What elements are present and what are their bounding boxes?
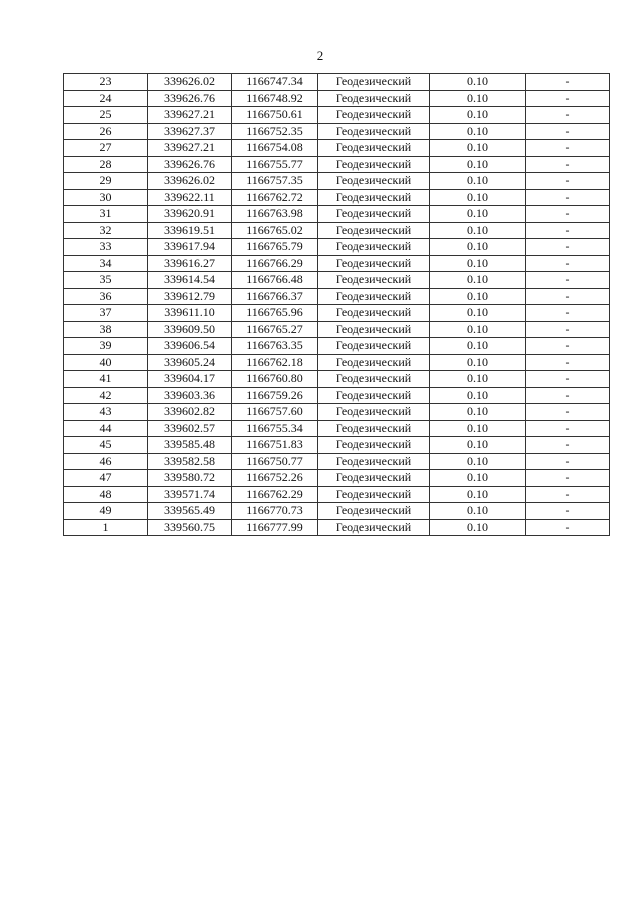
y-coordinate-cell: 1166750.61 [232,107,318,124]
description-cell: - [526,305,610,322]
accuracy-cell: 0.10 [430,123,526,140]
table-row [64,404,610,421]
description-cell: - [526,156,610,173]
point-number-cell: 38 [64,321,148,338]
accuracy-cell: 0.10 [430,437,526,454]
method-cell: Геодезический [318,222,430,239]
accuracy-cell: 0.10 [430,189,526,206]
y-coordinate-cell: 1166762.29 [232,486,318,503]
x-coordinate-cell: 339603.36 [148,387,232,404]
y-coordinate-cell: 1166766.37 [232,288,318,305]
x-coordinate-cell: 339627.21 [148,140,232,157]
description-cell: - [526,519,610,536]
y-coordinate-cell: 1166765.27 [232,321,318,338]
description-cell: - [526,140,610,157]
x-coordinate-cell: 339609.50 [148,321,232,338]
y-coordinate-cell: 1166766.29 [232,255,318,272]
method-cell: Геодезический [318,272,430,289]
description-cell: - [526,239,610,256]
accuracy-cell: 0.10 [430,288,526,305]
method-cell: Геодезический [318,90,430,107]
description-cell: - [526,404,610,421]
accuracy-cell: 0.10 [430,404,526,421]
description-cell: - [526,189,610,206]
accuracy-cell: 0.10 [430,305,526,322]
accuracy-cell: 0.10 [430,420,526,437]
description-cell: - [526,123,610,140]
method-cell: Геодезический [318,519,430,536]
x-coordinate-cell: 339627.37 [148,123,232,140]
x-coordinate-cell: 339617.94 [148,239,232,256]
description-cell: - [526,486,610,503]
description-cell: - [526,371,610,388]
table-row [64,503,610,520]
method-cell: Геодезический [318,140,430,157]
x-coordinate-cell: 339605.24 [148,354,232,371]
y-coordinate-cell: 1166757.35 [232,173,318,190]
table-row [64,90,610,107]
point-number-cell: 32 [64,222,148,239]
x-coordinate-cell: 339622.11 [148,189,232,206]
x-coordinate-cell: 339571.74 [148,486,232,503]
method-cell: Геодезический [318,173,430,190]
table-row [64,437,610,454]
method-cell: Геодезический [318,255,430,272]
y-coordinate-cell: 1166752.35 [232,123,318,140]
coordinates-table-body [64,74,610,536]
description-cell: - [526,470,610,487]
x-coordinate-cell: 339585.48 [148,437,232,454]
table-row [64,173,610,190]
point-number-cell: 24 [64,90,148,107]
table-row [64,371,610,388]
x-coordinate-cell: 339604.17 [148,371,232,388]
x-coordinate-cell: 339626.76 [148,156,232,173]
description-cell: - [526,173,610,190]
accuracy-cell: 0.10 [430,387,526,404]
coordinates-table [63,73,610,536]
method-cell: Геодезический [318,123,430,140]
method-cell: Геодезический [318,404,430,421]
y-coordinate-cell: 1166751.83 [232,437,318,454]
point-number-cell: 33 [64,239,148,256]
point-number-cell: 48 [64,486,148,503]
table-row [64,189,610,206]
table-row [64,140,610,157]
table-row [64,387,610,404]
point-number-cell: 40 [64,354,148,371]
page-number: 2 [316,48,324,63]
table-row [64,156,610,173]
description-cell: - [526,107,610,124]
y-coordinate-cell: 1166754.08 [232,140,318,157]
method-cell: Геодезический [318,486,430,503]
table-row [64,519,610,536]
y-coordinate-cell: 1166755.34 [232,420,318,437]
y-coordinate-cell: 1166763.98 [232,206,318,223]
accuracy-cell: 0.10 [430,321,526,338]
point-number-cell: 43 [64,404,148,421]
accuracy-cell: 0.10 [430,90,526,107]
point-number-cell: 49 [64,503,148,520]
method-cell: Геодезический [318,338,430,355]
x-coordinate-cell: 339626.76 [148,90,232,107]
description-cell: - [526,453,610,470]
point-number-cell: 37 [64,305,148,322]
accuracy-cell: 0.10 [430,156,526,173]
table-row [64,206,610,223]
y-coordinate-cell: 1166766.48 [232,272,318,289]
point-number-cell: 26 [64,123,148,140]
x-coordinate-cell: 339606.54 [148,338,232,355]
table-row [64,272,610,289]
x-coordinate-cell: 339602.57 [148,420,232,437]
point-number-cell: 44 [64,420,148,437]
description-cell: - [526,206,610,223]
point-number-cell: 23 [64,74,148,91]
table-row [64,338,610,355]
table-row [64,453,610,470]
point-number-cell: 31 [64,206,148,223]
accuracy-cell: 0.10 [430,239,526,256]
y-coordinate-cell: 1166765.79 [232,239,318,256]
point-number-cell: 29 [64,173,148,190]
method-cell: Геодезический [318,470,430,487]
accuracy-cell: 0.10 [430,453,526,470]
y-coordinate-cell: 1166752.26 [232,470,318,487]
accuracy-cell: 0.10 [430,354,526,371]
x-coordinate-cell: 339616.27 [148,255,232,272]
accuracy-cell: 0.10 [430,255,526,272]
method-cell: Геодезический [318,305,430,322]
y-coordinate-cell: 1166763.35 [232,338,318,355]
point-number-cell: 36 [64,288,148,305]
y-coordinate-cell: 1166777.99 [232,519,318,536]
table-row [64,305,610,322]
method-cell: Геодезический [318,420,430,437]
description-cell: - [526,288,610,305]
description-cell: - [526,338,610,355]
y-coordinate-cell: 1166762.18 [232,354,318,371]
table-row [64,74,610,91]
method-cell: Геодезический [318,156,430,173]
accuracy-cell: 0.10 [430,371,526,388]
x-coordinate-cell: 339611.10 [148,305,232,322]
method-cell: Геодезический [318,371,430,388]
y-coordinate-cell: 1166750.77 [232,453,318,470]
method-cell: Геодезический [318,387,430,404]
method-cell: Геодезический [318,189,430,206]
accuracy-cell: 0.10 [430,173,526,190]
y-coordinate-cell: 1166748.92 [232,90,318,107]
y-coordinate-cell: 1166747.34 [232,74,318,91]
accuracy-cell: 0.10 [430,486,526,503]
table-row [64,123,610,140]
table-row [64,486,610,503]
point-number-cell: 39 [64,338,148,355]
y-coordinate-cell: 1166770.73 [232,503,318,520]
accuracy-cell: 0.10 [430,503,526,520]
point-number-cell: 30 [64,189,148,206]
accuracy-cell: 0.10 [430,140,526,157]
point-number-cell: 47 [64,470,148,487]
point-number-cell: 1 [64,519,148,536]
x-coordinate-cell: 339565.49 [148,503,232,520]
x-coordinate-cell: 339627.21 [148,107,232,124]
accuracy-cell: 0.10 [430,272,526,289]
x-coordinate-cell: 339614.54 [148,272,232,289]
accuracy-cell: 0.10 [430,222,526,239]
method-cell: Геодезический [318,354,430,371]
table-row [64,239,610,256]
x-coordinate-cell: 339602.82 [148,404,232,421]
y-coordinate-cell: 1166762.72 [232,189,318,206]
y-coordinate-cell: 1166755.77 [232,156,318,173]
table-row [64,321,610,338]
description-cell: - [526,354,610,371]
point-number-cell: 34 [64,255,148,272]
description-cell: - [526,321,610,338]
description-cell: - [526,255,610,272]
table-row [64,288,610,305]
table-row [64,255,610,272]
description-cell: - [526,420,610,437]
description-cell: - [526,90,610,107]
method-cell: Геодезический [318,437,430,454]
y-coordinate-cell: 1166757.60 [232,404,318,421]
point-number-cell: 42 [64,387,148,404]
table-row [64,222,610,239]
description-cell: - [526,503,610,520]
table-row [64,470,610,487]
accuracy-cell: 0.10 [430,338,526,355]
y-coordinate-cell: 1166760.80 [232,371,318,388]
method-cell: Геодезический [318,107,430,124]
method-cell: Геодезический [318,453,430,470]
table-row [64,107,610,124]
x-coordinate-cell: 339626.02 [148,74,232,91]
x-coordinate-cell: 339620.91 [148,206,232,223]
x-coordinate-cell: 339626.02 [148,173,232,190]
x-coordinate-cell: 339582.58 [148,453,232,470]
point-number-cell: 46 [64,453,148,470]
x-coordinate-cell: 339580.72 [148,470,232,487]
y-coordinate-cell: 1166765.02 [232,222,318,239]
y-coordinate-cell: 1166765.96 [232,305,318,322]
point-number-cell: 41 [64,371,148,388]
accuracy-cell: 0.10 [430,519,526,536]
description-cell: - [526,222,610,239]
x-coordinate-cell: 339560.75 [148,519,232,536]
accuracy-cell: 0.10 [430,206,526,223]
accuracy-cell: 0.10 [430,74,526,91]
method-cell: Геодезический [318,239,430,256]
point-number-cell: 35 [64,272,148,289]
method-cell: Геодезический [318,74,430,91]
method-cell: Геодезический [318,503,430,520]
x-coordinate-cell: 339612.79 [148,288,232,305]
x-coordinate-cell: 339619.51 [148,222,232,239]
table-row [64,354,610,371]
description-cell: - [526,272,610,289]
y-coordinate-cell: 1166759.26 [232,387,318,404]
point-number-cell: 27 [64,140,148,157]
method-cell: Геодезический [318,206,430,223]
method-cell: Геодезический [318,288,430,305]
table-row [64,420,610,437]
point-number-cell: 45 [64,437,148,454]
method-cell: Геодезический [318,321,430,338]
description-cell: - [526,437,610,454]
accuracy-cell: 0.10 [430,470,526,487]
point-number-cell: 28 [64,156,148,173]
point-number-cell: 25 [64,107,148,124]
accuracy-cell: 0.10 [430,107,526,124]
description-cell: - [526,74,610,91]
description-cell: - [526,387,610,404]
